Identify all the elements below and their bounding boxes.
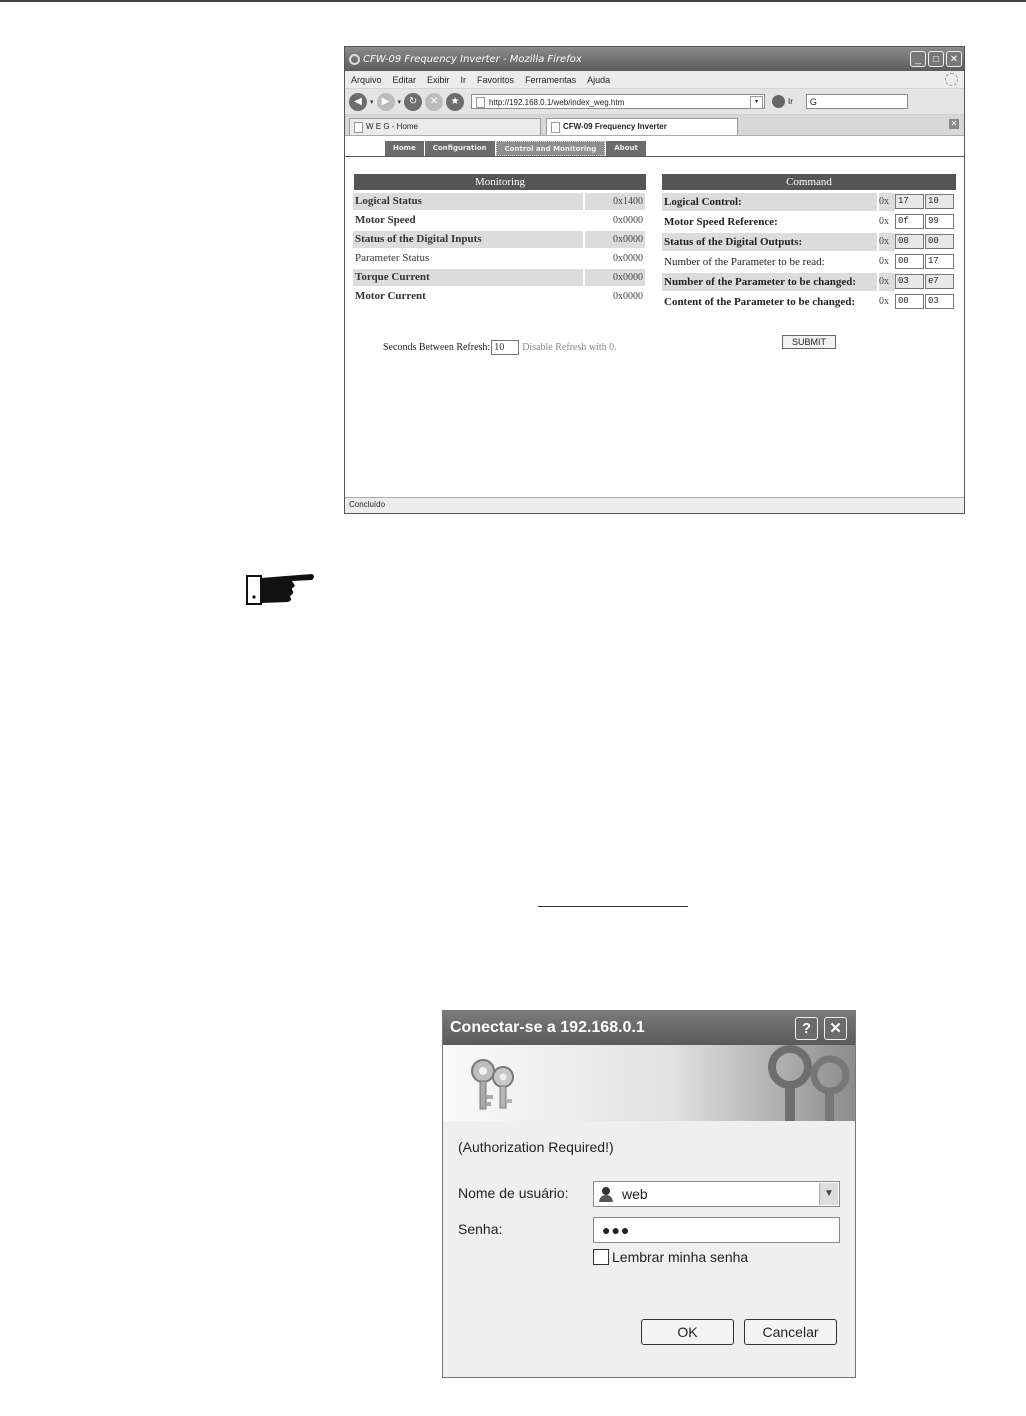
browser-window-title: CFW-09 Frequency Inverter - Mozilla Firefox — [363, 53, 582, 65]
menu-ferramentas[interactable]: Ferramentas — [525, 74, 577, 85]
remember-password-checkbox[interactable] — [593, 1249, 748, 1265]
maximize-icon[interactable]: □ — [928, 51, 944, 67]
keys-watermark-icon — [745, 1045, 855, 1121]
page-top-rule — [0, 0, 1026, 2]
hex-prefix: 0x — [879, 296, 889, 307]
user-icon — [598, 1186, 614, 1202]
command-input-lo[interactable]: e7 — [925, 274, 954, 289]
command-name: Number of the Parameter to be changed: — [662, 273, 877, 291]
dialog-banner — [443, 1045, 855, 1121]
browser-window — [344, 46, 965, 514]
monitoring-value: 0x1400 — [585, 193, 645, 210]
monitoring-name: Torque Current — [353, 269, 583, 286]
ok-button[interactable]: OK — [641, 1319, 734, 1345]
nav-tab-configuration[interactable]: Configuration — [425, 141, 495, 156]
browser-toolbar — [345, 89, 964, 115]
web-page — [345, 136, 964, 471]
remember-label: Lembrar minha senha — [612, 1249, 749, 1265]
monitoring-name: Motor Speed — [355, 214, 416, 226]
url-text: http://192.168.0.1/web/index_weg.htm — [489, 98, 625, 107]
monitoring-name: Parameter Status — [355, 252, 430, 264]
page-icon — [476, 97, 485, 108]
forward-dropdown-icon[interactable]: ▾ — [397, 98, 402, 106]
command-input-lo[interactable]: 10 — [925, 194, 954, 209]
keys-icon — [463, 1055, 533, 1115]
back-icon[interactable]: ◀ — [349, 93, 367, 111]
go-label[interactable]: Ir — [788, 97, 793, 106]
menu-exibir[interactable]: Exibir — [427, 74, 450, 85]
command-name: Logical Control: — [662, 193, 877, 211]
browser-tab-cfw09[interactable] — [546, 118, 738, 135]
text-underline — [538, 906, 688, 907]
go-icon[interactable] — [772, 95, 785, 108]
monitoring-value: 0x0000 — [613, 291, 643, 302]
help-icon[interactable]: ? — [795, 1017, 818, 1040]
monitoring-row — [353, 288, 645, 305]
cancel-button[interactable]: Cancelar — [744, 1319, 837, 1345]
browser-status-bar: Concluído — [345, 497, 964, 513]
hex-prefix: 0x — [879, 216, 889, 227]
refresh-note: Disable Refresh with 0. — [522, 342, 617, 353]
monitoring-row — [353, 250, 645, 267]
browser-menu-bar — [345, 71, 964, 89]
dialog-body — [443, 1121, 855, 1377]
throbber-icon — [945, 73, 958, 86]
browser-title-bar — [345, 47, 964, 71]
back-dropdown-icon[interactable]: ▾ — [370, 98, 374, 106]
checkbox-box[interactable] — [593, 1249, 609, 1265]
stop-icon[interactable]: ✕ — [425, 93, 443, 111]
browser-tab-strip — [345, 115, 964, 136]
menu-ir[interactable]: Ir — [460, 74, 467, 85]
hex-prefix: 0x — [879, 233, 895, 251]
search-input[interactable]: G — [806, 94, 908, 109]
command-input-lo[interactable]: 03 — [925, 294, 954, 309]
monitoring-row — [353, 269, 645, 286]
command-input-lo[interactable]: 17 — [925, 254, 954, 269]
username-label: Nome de usuário: — [458, 1185, 569, 1201]
monitoring-name: Motor Current — [355, 290, 426, 302]
command-name: Motor Speed Reference: — [664, 216, 778, 228]
monitoring-value: 0x0000 — [585, 231, 645, 248]
command-row — [662, 233, 955, 251]
command-input-hi[interactable]: 00 — [895, 294, 924, 309]
monitoring-row — [353, 193, 645, 210]
home-icon[interactable]: ★ — [446, 93, 464, 111]
page-icon — [354, 122, 363, 133]
nav-tab-about[interactable]: About — [606, 141, 646, 156]
submit-button[interactable]: SUBMIT — [782, 335, 836, 349]
url-bar[interactable] — [471, 94, 765, 109]
command-input-lo[interactable]: 00 — [925, 234, 954, 249]
monitoring-value: 0x0000 — [613, 253, 643, 264]
refresh-label: Seconds Between Refresh: — [383, 342, 491, 353]
firefox-icon — [349, 54, 360, 65]
menu-arquivo[interactable]: Arquivo — [351, 74, 382, 85]
command-row — [662, 213, 955, 231]
forward-icon[interactable]: ▶ — [377, 93, 395, 111]
password-field[interactable] — [593, 1217, 840, 1243]
command-input-hi[interactable]: 17 — [895, 194, 924, 209]
close-icon[interactable]: ✕ — [946, 51, 962, 67]
nav-divider — [345, 156, 964, 157]
monitoring-row — [353, 212, 645, 229]
login-dialog — [442, 1010, 856, 1378]
browser-tab-label: CFW-09 Frequency Inverter — [563, 122, 667, 131]
command-row — [662, 293, 955, 311]
refresh-seconds-input[interactable]: 10 — [491, 340, 519, 355]
monitoring-title: Monitoring — [354, 174, 646, 190]
auth-message: (Authorization Required!) — [458, 1139, 614, 1155]
dialog-title: Conectar-se a 192.168.0.1 — [450, 1019, 645, 1036]
url-dropdown-icon[interactable]: ▾ — [750, 96, 763, 109]
hex-prefix: 0x — [879, 273, 895, 291]
monitoring-value: 0x0000 — [585, 269, 645, 286]
command-input-hi[interactable]: 0f — [895, 214, 924, 229]
password-label: Senha: — [458, 1221, 503, 1237]
command-title: Command — [662, 174, 956, 190]
browser-tab-label: W E G - Home — [366, 122, 419, 131]
password-value: ●●● — [602, 1222, 631, 1238]
pointing-hand-note-icon — [246, 570, 316, 606]
command-name: Content of the Parameter to be changed: — [664, 296, 856, 308]
command-row — [662, 273, 955, 291]
menu-ajuda[interactable]: Ajuda — [587, 74, 611, 85]
nav-tab-control-and-monitoring[interactable]: Control and Monitoring — [496, 141, 606, 156]
hex-prefix: 0x — [879, 193, 895, 211]
nav-tab-home[interactable]: Home — [385, 141, 424, 156]
close-icon[interactable]: ✕ — [824, 1017, 847, 1040]
monitoring-name: Status of the Digital Inputs — [353, 231, 583, 248]
command-input-lo[interactable]: 99 — [925, 214, 954, 229]
menu-favoritos[interactable]: Favoritos — [477, 74, 515, 85]
reload-icon[interactable]: ↻ — [404, 93, 422, 111]
monitoring-name: Logical Status — [353, 193, 583, 210]
site-nav — [385, 141, 647, 156]
username-combobox[interactable] — [593, 1181, 840, 1207]
dialog-title-bar — [443, 1011, 855, 1045]
monitoring-value: 0x0000 — [613, 215, 643, 226]
page-icon — [551, 122, 560, 133]
command-input-hi[interactable]: 03 — [895, 274, 924, 289]
command-name: Number of the Parameter to be read: — [664, 256, 825, 268]
hex-prefix: 0x — [879, 256, 889, 267]
browser-tab-weg-home[interactable] — [349, 118, 541, 135]
command-row — [662, 253, 955, 271]
command-row — [662, 193, 955, 211]
command-name: Status of the Digital Outputs: — [662, 233, 877, 251]
command-input-hi[interactable]: 00 — [895, 234, 924, 249]
refresh-control — [383, 340, 617, 355]
close-tab-icon[interactable]: ✕ — [950, 119, 958, 128]
username-value: web — [622, 1186, 648, 1202]
chevron-down-icon[interactable]: ▼ — [819, 1183, 838, 1205]
command-input-hi[interactable]: 00 — [895, 254, 924, 269]
monitoring-row — [353, 231, 645, 248]
minimize-icon[interactable]: _ — [910, 51, 926, 67]
menu-editar[interactable]: Editar — [392, 74, 417, 85]
